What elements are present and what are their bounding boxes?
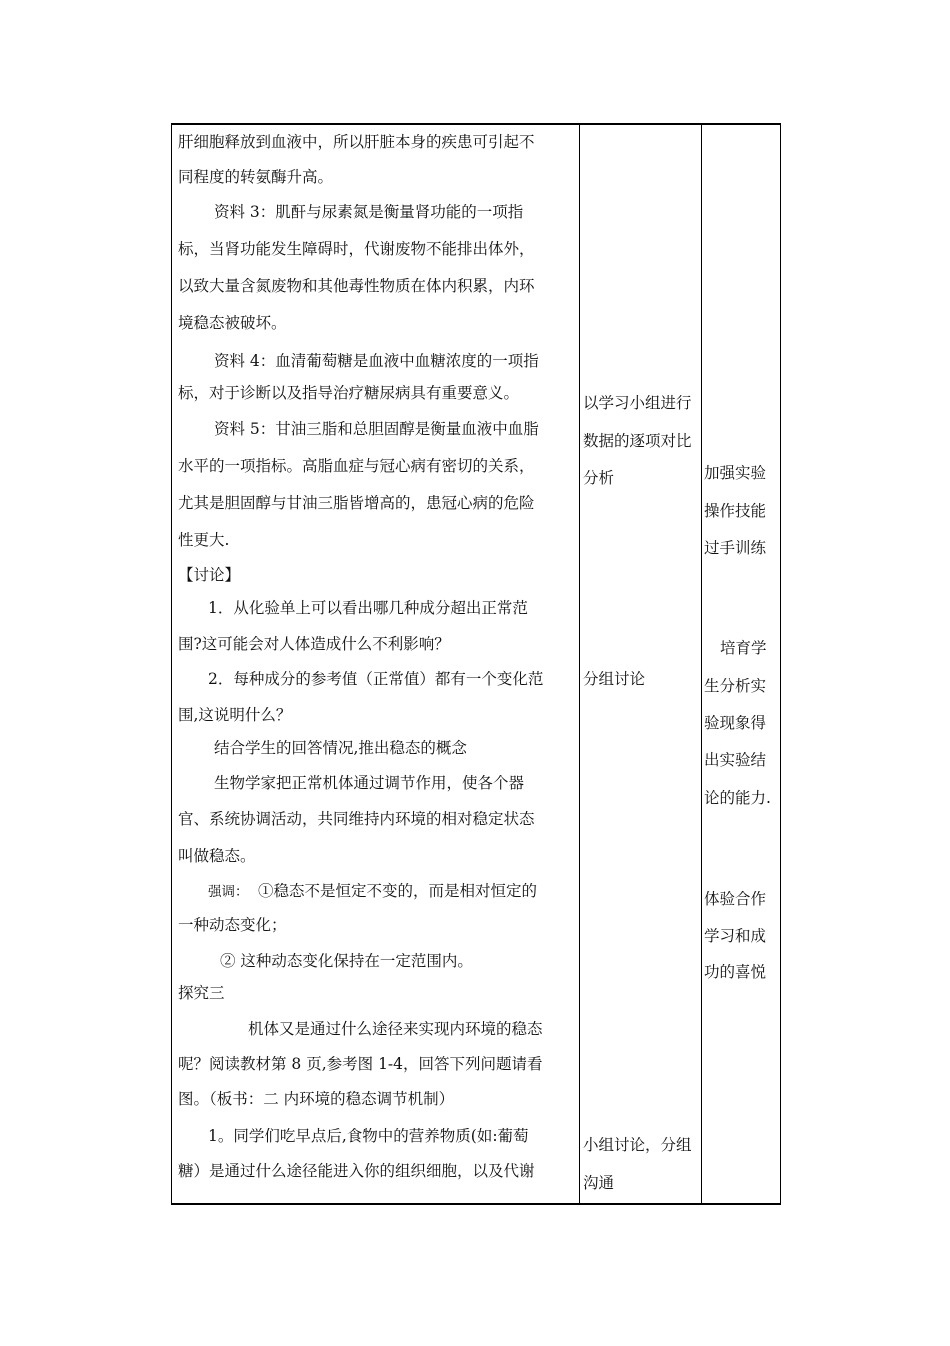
text-line: 资料 5：甘油三脂和总胆固醇是衡量血液中血脂 xyxy=(214,420,539,438)
text-line: 1。同学们吃早点后,食物中的营养物质(如:葡萄 xyxy=(208,1127,529,1145)
definition-line: 官、系统协调活动，共同维持内环境的相对稳定状态 xyxy=(178,810,535,828)
text-line: 糖）是通过什么途径能进入你的组织细胞，以及代谢 xyxy=(178,1162,535,1180)
text-line: 性更大. xyxy=(178,531,230,549)
discussion-heading: 【讨论】 xyxy=(178,566,241,584)
intent-line: 论的能力. xyxy=(704,789,771,807)
intent-line: 出实验结 xyxy=(704,751,767,769)
emphasis-point-1: ①稳态不是恒定不变的，而是相对恒定的 xyxy=(258,882,538,900)
column-divider xyxy=(579,125,580,1203)
question-2: 2．每种成分的参考值（正常值）都有一个变化范 xyxy=(208,670,544,688)
activity-line: 沟通 xyxy=(583,1174,615,1192)
text-line: 呢？阅读教材第 8 页,参考图 1-4，回答下列问题请看 xyxy=(178,1055,543,1073)
question-1: 1．从化验单上可以看出哪几种成分超出正常范 xyxy=(208,599,528,617)
text-line: 境稳态被破坏。 xyxy=(178,314,287,332)
emphasis-label: 强调： xyxy=(208,884,249,900)
text-line: 图。（板书：二 内环境的稳态调节机制） xyxy=(178,1090,455,1108)
emphasis-point-2: ② 这种动态变化保持在一定范围内。 xyxy=(220,952,473,970)
text-line: 同程度的转氨酶升高。 xyxy=(178,168,334,186)
intent-line: 培育学 xyxy=(720,639,767,657)
intent-line: 验现象得 xyxy=(704,714,767,732)
text-line: 以致大量含氮废物和其他毒性物质在体内积累，内环 xyxy=(178,277,535,295)
intent-line: 加强实验 xyxy=(704,464,767,482)
intent-line: 学习和成 xyxy=(704,927,767,945)
text-line: 一种动态变化； xyxy=(178,916,287,934)
activity-line: 以学习小组进行 xyxy=(583,394,692,412)
text-line: 标，当肾功能发生障碍时，代谢废物不能排出体外， xyxy=(178,240,535,258)
text-line: 结合学生的回答情况,推出稳态的概念 xyxy=(214,739,467,757)
text-line: 资料 4：血清葡萄糖是血液中血糖浓度的一项指 xyxy=(214,352,539,370)
text-line: 肝细胞释放到血液中，所以肝脏本身的疾患可引起不 xyxy=(178,133,535,151)
text-line: 资料 3：肌酐与尿素氮是衡量肾功能的一项指 xyxy=(214,203,524,221)
activity-line: 分析 xyxy=(583,469,615,487)
explore-heading: 探究三 xyxy=(178,984,225,1002)
intent-line: 体验合作 xyxy=(704,890,767,908)
text-line: 围?这可能会对人体造成什么不利影响？ xyxy=(178,635,450,653)
activity-line: 小组讨论，分组 xyxy=(583,1136,692,1154)
intent-line: 操作技能 xyxy=(704,502,767,520)
lesson-table xyxy=(171,123,781,1205)
intent-line: 功的喜悦 xyxy=(704,963,767,981)
text-line: 标，对于诊断以及指导治疗糖尿病具有重要意义。 xyxy=(178,384,520,402)
intent-line: 生分析实 xyxy=(704,677,767,695)
activity-line: 数据的逐项对比 xyxy=(583,432,692,450)
text-line: 尤其是胆固醇与甘油三脂皆增高的，患冠心病的危险 xyxy=(178,494,535,512)
text-line: 机体又是通过什么途径来实现内环境的稳态 xyxy=(248,1020,543,1038)
text-line: 围,这说明什么？ xyxy=(178,706,292,724)
activity-line: 分组讨论 xyxy=(583,670,646,688)
definition-line: 叫做稳态。 xyxy=(178,847,256,865)
definition-line: 生物学家把正常机体通过调节作用，使各个器 xyxy=(214,774,525,792)
text-line: 水平的一项指标。高脂血症与冠心病有密切的关系， xyxy=(178,457,535,475)
intent-line: 过手训练 xyxy=(704,539,767,557)
column-divider xyxy=(701,125,702,1203)
